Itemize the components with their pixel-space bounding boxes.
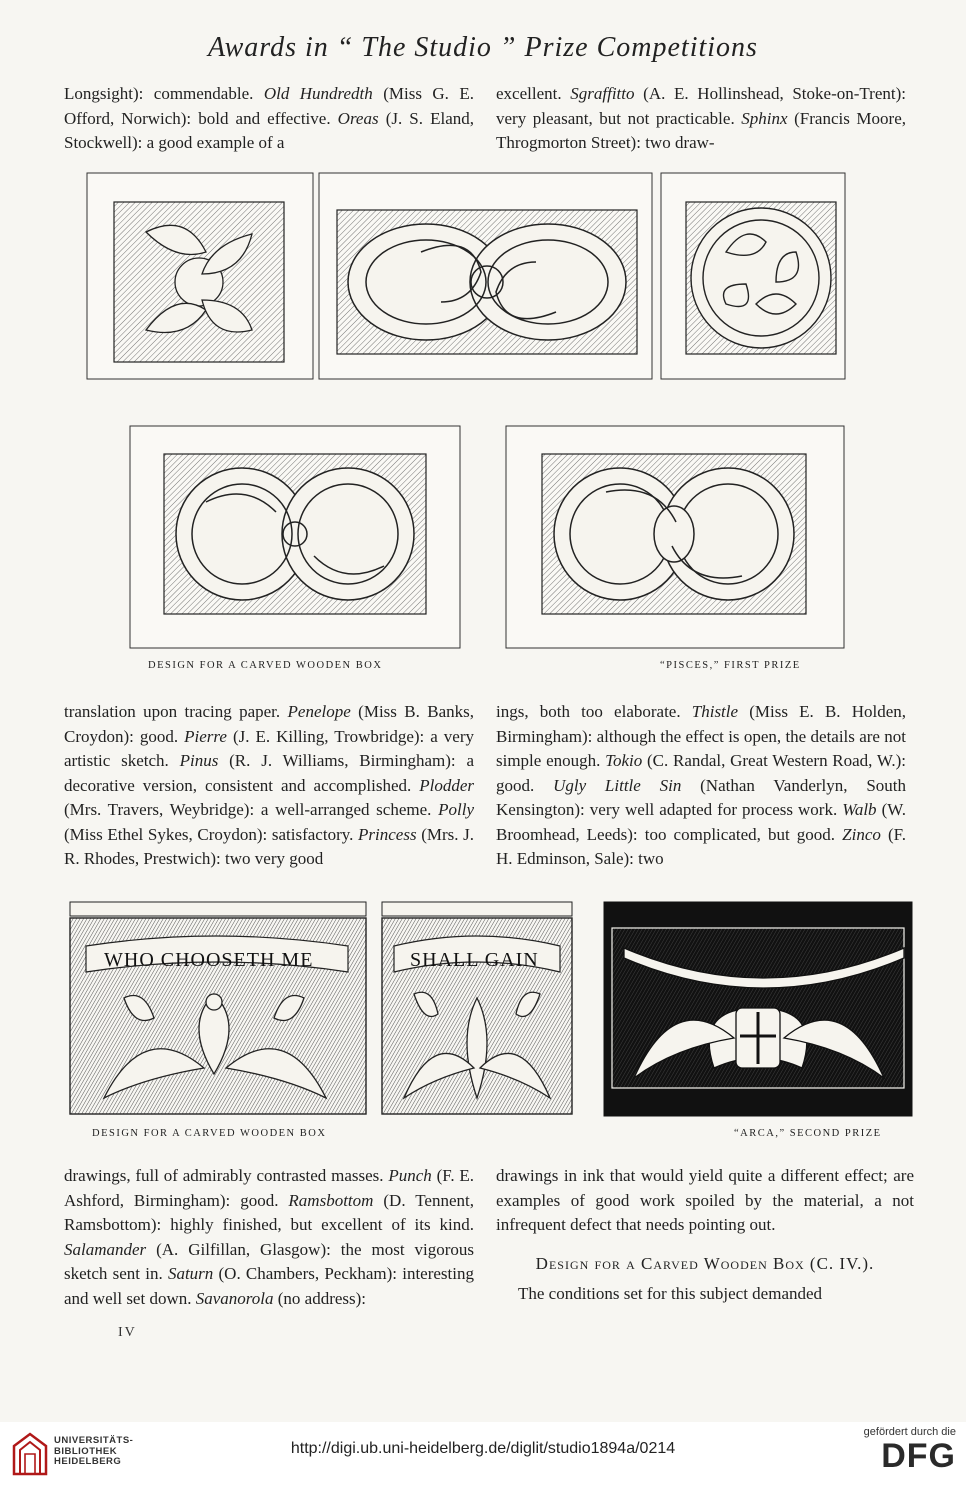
body-text: Longsight): commendable. (64, 84, 264, 103)
caption-fig1-right: “PISCES,” FIRST PRIZE (660, 660, 801, 671)
pseudonym: Polly (438, 800, 474, 819)
pseudonym: Ugly Little Sin (553, 775, 682, 795)
library-name-line1: UNIVERSITÄTS- (54, 1435, 134, 1446)
caption-fig1-left: DESIGN FOR A CARVED WOODEN BOX (148, 660, 383, 671)
funder-logo (846, 1426, 956, 1488)
library-name-line3: HEIDELBERG (54, 1456, 122, 1467)
pseudonym: Oreas (337, 108, 379, 128)
signature-mark: IV (118, 1325, 137, 1340)
library-name-line2: BIBLIOTHEK (54, 1445, 118, 1457)
body-text: (W. Broomhead, Leeds): too complicated, but good. (496, 800, 906, 844)
body-text: (Miss E. B. Holden, Birmingham): although the effect is open, the details are not simple enough. (496, 702, 906, 770)
body-text: (A. Gilfillan, Glasgow): the most vigorous sketch sent in. (64, 1239, 474, 1283)
pseudonym: Savanorola (195, 1288, 274, 1308)
funder-name: DFG (881, 1437, 956, 1475)
pseudonym: Punch (388, 1166, 432, 1185)
body-text: (J. S. Eland, Stockwell): a good example of a (64, 108, 475, 152)
pseudonym: Pinus (179, 751, 219, 770)
body-text: (Miss B. Banks, Croydon): good. (64, 702, 474, 746)
pseudonym: Saturn (167, 1264, 214, 1283)
body-text: drawings, full of admirably contrasted masses. (64, 1166, 389, 1185)
body-text: (F. H. Edminson, Sale): two (496, 824, 906, 868)
pseudonym: Ramsbottom (288, 1190, 374, 1210)
pseudonym: Zinco (842, 824, 881, 844)
motto-right: SHALL GAIN (410, 949, 539, 971)
pisces-illustration (86, 172, 846, 650)
arca-illustration (64, 898, 914, 1118)
pseudonym: Sgraffitto (570, 84, 635, 103)
text-column-left-top (64, 82, 474, 156)
pseudonym: Sphinx (741, 108, 788, 128)
body-text: (Miss G. E. Offord, Norwich): bold and effective. (64, 84, 474, 128)
pseudonym: Penelope (287, 702, 351, 721)
body-text: (Miss Ethel Sykes, Croydon): satisfactory. (64, 824, 359, 844)
pseudonym: Walb (842, 800, 877, 819)
pseudonym: Salamander (64, 1239, 147, 1259)
body-text: (R. J. Williams, Birmingham): a decorative version, consistent and accomplished. (64, 751, 474, 795)
motto-left: WHO CHOOSETH ME (104, 949, 314, 971)
text-column-right-middle (496, 700, 906, 872)
body-text: (C. Randal, Great Western Road, W.): good. (496, 751, 906, 795)
running-title: Awards in “ The Studio ” Prize Competitions (208, 32, 758, 63)
text-column-left-middle (64, 700, 474, 872)
body-text: translation upon tracing paper. (64, 702, 288, 721)
text-column-right-top (496, 82, 906, 156)
pseudonym: Old Hundredth (263, 84, 373, 103)
paragraph-ink-drawings: drawings in ink that would yield quite a different effect; are examples of good work spoiled by the material, a not infrequent defect that needs pointing out. (496, 1166, 914, 1234)
body-text: ings, both too elaborate. (496, 702, 692, 721)
figure-arca (64, 898, 914, 1118)
body-text: (Mrs. J. R. Rhodes, Prestwich): two very good (64, 824, 474, 868)
text-column-right-bottom (496, 1164, 914, 1307)
body-text: (Francis Moore, Throgmorton Street): two draw- (496, 108, 906, 152)
body-text: (no address): (273, 1288, 367, 1308)
pseudonym: Princess (358, 824, 417, 844)
pseudonym: Thistle (691, 702, 739, 721)
caption-fig2-right: “ARCA,” SECOND PRIZE (734, 1128, 882, 1139)
body-text: (D. Tennent, Ramsbottom): highly finished, but excellent of its kind. (64, 1190, 474, 1234)
section-paragraph: The conditions set for this subject demanded (518, 1284, 823, 1303)
figure-pisces (86, 172, 846, 650)
digitization-footer (0, 1422, 966, 1492)
section-heading: Design for a Carved Wooden Box (C. IV.). (535, 1253, 875, 1273)
body-text: (F. E. Ashford, Birmingham): good. (64, 1166, 474, 1210)
caption-fig2-left: DESIGN FOR A CARVED WOODEN BOX (92, 1128, 327, 1139)
pseudonym: Plodder (419, 775, 474, 795)
text-column-left-bottom (64, 1164, 474, 1311)
pseudonym: Tokio (605, 751, 643, 770)
body-text: (Mrs. Travers, Weybridge): a well-arranged scheme. (64, 800, 439, 819)
funded-by-label: gefördert durch die (863, 1426, 956, 1438)
body-text: (A. E. Hollinshead, Stoke-on-Trent): very pleasant, but not practicable. (496, 84, 906, 128)
body-text: (J. E. Killing, Trowbridge): a very artistic sketch. (64, 726, 474, 770)
permalink-url[interactable]: http://digi.ub.uni-heidelberg.de/diglit/studio1894a/0214 (290, 1440, 676, 1457)
pseudonym: Pierre (184, 726, 227, 746)
body-text: excellent. (496, 84, 571, 103)
body-text: (O. Chambers, Peckham): interesting and well set down. (64, 1264, 474, 1308)
body-text: (Nathan Vanderlyn, South Kensington): very well adapted for process work. (496, 775, 906, 819)
